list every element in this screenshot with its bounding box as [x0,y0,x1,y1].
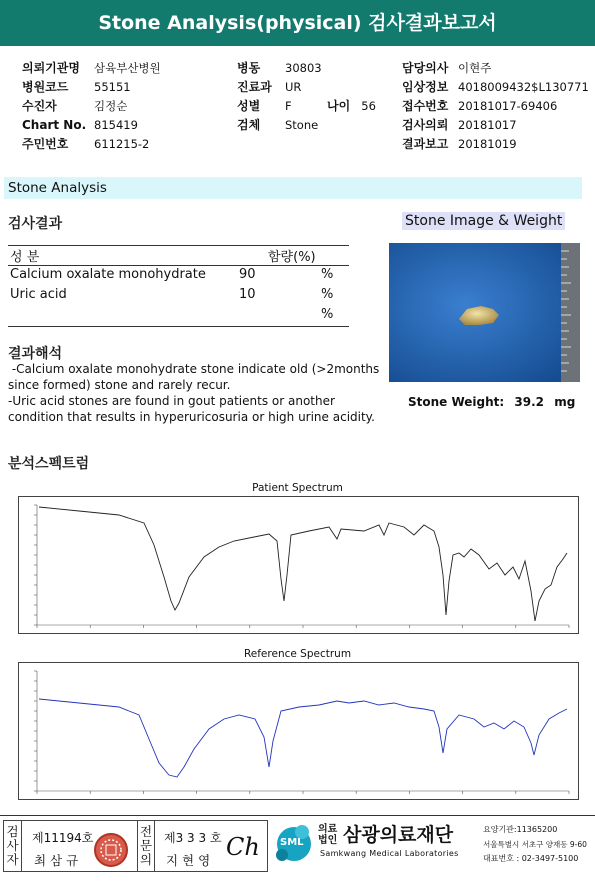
stone-weight-value: 39.2 [514,395,545,409]
patient-spectrum-title: Patient Spectrum [252,482,343,494]
age-label: 나이 [327,99,351,113]
info-label: 임상정보 [402,80,449,94]
info-label: 담당의사 [402,61,449,75]
org-name: 삼광의료재단 [343,824,454,846]
info-value: 김정순 [94,99,128,113]
sml-logo [272,822,314,866]
info-row [402,133,592,152]
doctor-side-label [137,821,155,871]
col-content-header: 함량(%) [268,250,316,265]
tester-seal [94,833,128,867]
patient-info-col1 [22,57,222,152]
tester-name: 최 삼 규 [34,853,79,868]
info-value: F [285,99,292,113]
stone-weight-unit: mg [554,395,576,409]
info-row [402,57,592,76]
interpretation-text [8,361,388,425]
table-row [8,286,349,306]
signature-block [3,820,268,872]
interpretation-line: -Calcium oxalate monohydrate stone indicate old (>2months [8,362,380,376]
interpretation-heading: 결과해석 [8,346,63,362]
footer-rule [0,815,595,816]
unit-cell: % [321,287,334,302]
org-tag-2: 법인 [318,835,338,846]
interpretation-line: -Uric acid stones are found in gout patients or another [8,394,335,408]
info-label: 의뢰기관명 [22,61,80,75]
org-phone: 대표번호 : 02-3497-5100 [483,854,579,863]
component-cell: Uric acid [10,287,67,302]
unit-cell: % [321,267,334,282]
interpretation-line: condition that results in hyperuricosuria or high urine acidity. [8,410,375,424]
info-label: 진료과 [237,80,272,94]
seal-pattern [96,835,126,865]
logo-text: SML [280,837,304,848]
info-value: 55151 [94,80,131,94]
info-row [22,57,222,76]
info-row [237,114,387,133]
reference-spectrum-title: Reference Spectrum [243,648,352,660]
info-label: 결과보고 [402,137,449,151]
info-label: 접수번호 [402,99,449,113]
reference-spectrum-svg [19,663,578,799]
value-cell: 90 [239,267,256,282]
info-row [402,76,592,95]
info-row [237,57,387,76]
unit-cell: % [321,307,334,322]
stone-photo [389,243,580,382]
table-bottom-rule [8,326,349,327]
org-english-name: Samkwang Medical Laboratories [320,849,459,858]
axis-line [37,671,569,791]
vertical-char: 검 [6,824,19,839]
info-value: 20181019 [458,137,517,151]
info-label: 병원코드 [22,80,69,94]
tester-license: 제11194호 [32,831,94,845]
reference-spectrum-chart [18,662,579,800]
info-row [22,133,222,152]
info-value: UR [285,80,302,94]
info-label: 검체 [237,118,261,132]
doctor-license: 제3 3 3 호 [164,831,222,845]
age-field [327,95,387,111]
info-value: 611215-2 [94,137,150,151]
spectrum-line [39,699,567,777]
license-number: 요양기관:11365200 [483,825,558,834]
results-heading: 검사결과 [8,216,63,232]
section-title: Stone Analysis [4,177,582,199]
info-value: 삼육부산병원 [94,61,161,75]
patient-spectrum-chart [18,496,579,634]
info-label: 성별 [237,99,261,113]
age-value: 56 [361,99,376,113]
stone-weight [408,395,575,409]
table-row [8,266,349,286]
info-label: 수진자 [22,99,57,113]
info-value: 30803 [285,61,322,75]
interpretation-line: since formed) stone and rarely recur. [8,378,231,392]
image-heading [402,213,565,229]
info-value: 4018009432$L130771 [458,80,589,94]
info-label: 병동 [237,61,261,75]
doctor-signature: Ch [226,833,260,861]
info-row [402,95,592,114]
org-address: 서울특별시 서초구 양재동 9-60 [483,840,587,849]
value-cell: 10 [239,287,256,302]
info-row [237,76,387,95]
patient-info-col3 [402,57,592,152]
info-value: 815419 [94,118,138,132]
component-cell: Calcium oxalate monohydrate [10,267,206,282]
info-value: 20181017-69406 [458,99,558,113]
tester-side-label [4,821,22,871]
org-tag [318,824,337,846]
col-component-header: 성 분 [10,250,40,265]
info-value: 20181017 [458,118,517,132]
info-label: 주민번호 [22,137,69,151]
spectrum-heading: 분석스펙트럼 [8,456,90,472]
image-heading-text: Stone Image & Weight [402,212,565,230]
info-row [22,95,222,114]
info-value: 이현주 [458,61,492,75]
info-value: Stone [285,118,319,132]
table-row [8,306,349,326]
stone-photo-image [389,243,580,382]
info-row [22,76,222,95]
vertical-char: 전 [139,824,153,839]
vertical-char: 문 [139,838,153,853]
stone-weight-label: Stone Weight: [408,395,505,409]
report-title: Stone Analysis(physical) 검사결과보고서 [0,0,595,46]
spectrum-line [39,507,567,621]
axis-line [37,505,569,625]
org-tag-1: 의료 [318,824,338,835]
results-table-body [8,266,349,326]
patient-spectrum-svg [19,497,578,633]
doctor-name: 지 현 영 [166,853,211,868]
vertical-char: 의 [139,852,153,867]
info-row [402,114,592,133]
vertical-char: 사 [6,838,19,853]
info-label: 검사의뢰 [402,118,449,132]
vertical-char: 자 [6,852,19,867]
info-row [22,114,222,133]
info-label: Chart No. [22,118,87,132]
